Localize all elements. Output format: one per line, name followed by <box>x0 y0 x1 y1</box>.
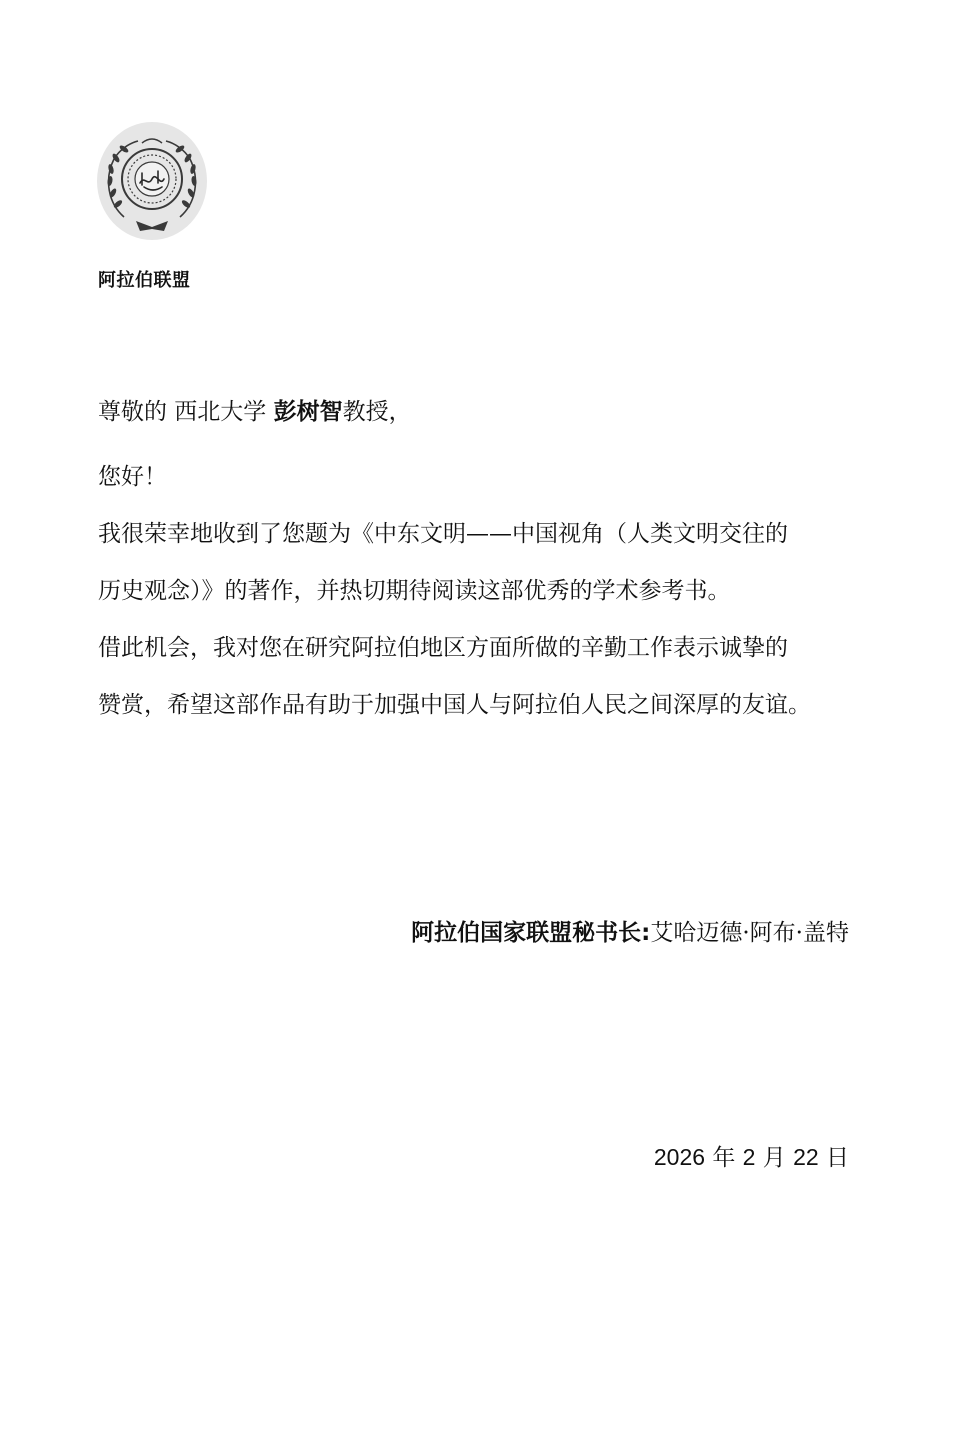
salutation-suffix: 教授， <box>342 399 412 425</box>
signature-name: 艾哈迈德·阿布·盖特 <box>650 920 849 946</box>
body-line: 借此机会，我对您在研究阿拉伯地区方面所做的辛勤工作表示诚挚的 <box>98 635 788 661</box>
recipient-name: 彭树智 <box>273 398 343 425</box>
body-line: 赞赏，希望这部作品有助于加强中国人与阿拉伯人民之间深厚的友谊。 <box>98 692 811 718</box>
signature-block <box>411 918 849 948</box>
arab-league-emblem-icon <box>96 121 208 242</box>
salutation-prefix: 尊敬的 西北大学 <box>98 399 274 425</box>
org-name-label: 阿拉伯联盟 <box>98 270 191 291</box>
date-month: 2 <box>742 1144 756 1170</box>
greeting: 您好！ <box>98 464 167 490</box>
date-day: 22 <box>793 1144 819 1170</box>
salutation <box>98 397 412 427</box>
signature-title: 阿拉伯国家联盟秘书长: <box>411 920 651 946</box>
date-month-unit: 月 <box>755 1145 794 1171</box>
date-year: 2026 <box>653 1144 706 1170</box>
date-year-unit: 年 <box>705 1145 743 1171</box>
letter-date <box>654 1142 849 1173</box>
body-line: 历史观念）》的著作，并热切期待阅读这部优秀的学术参考书。 <box>98 578 731 604</box>
body-line: 我很荣幸地收到了您题为《中东文明——中国视角（人类文明交往的 <box>98 521 788 547</box>
date-day-unit: 日 <box>818 1145 849 1171</box>
